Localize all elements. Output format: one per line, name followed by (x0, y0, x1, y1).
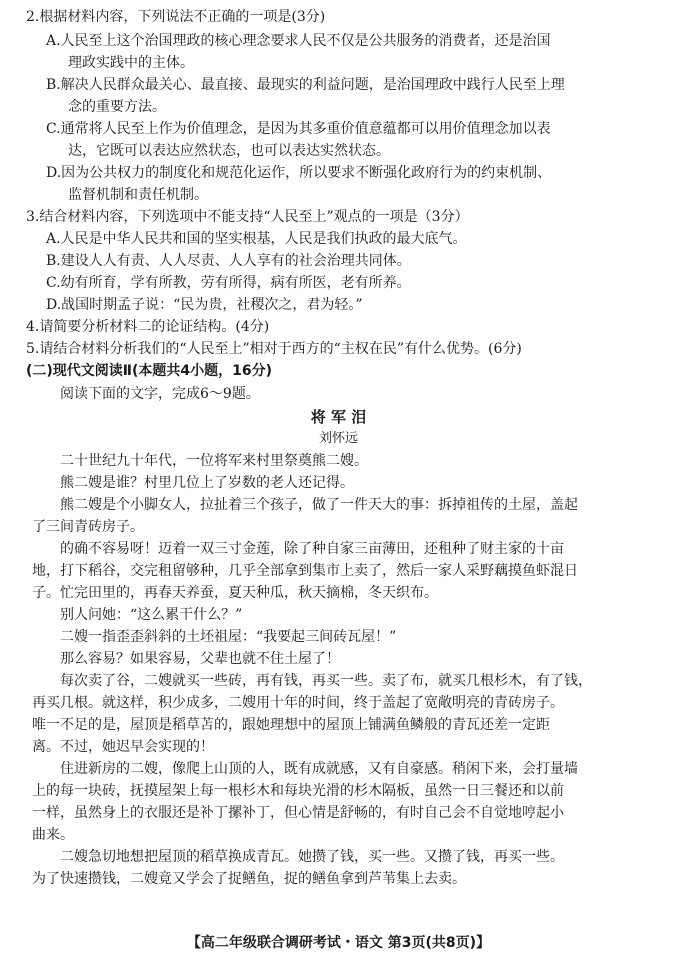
question-2-option-d-cont: 监督机制和责任机制。 (68, 187, 208, 203)
question-2-option-c: C.通常将人民至上作为价值理念，是因为其多重价值意蕴都可以用价值理念加以表 (46, 121, 551, 137)
question-2-option-a-cont: 理政实践中的主体。 (68, 55, 194, 71)
story-paragraph: 那么容易？如果容易，父辈也就不住土屋了！ (60, 651, 340, 667)
question-3-stem: 3.结合材料内容，下列选项中不能支持“人民至上”观点的一项是（3分） (26, 209, 469, 225)
story-title: 将 军 泪 (310, 408, 367, 426)
question-2-stem: 2.根据材料内容，下列说法不正确的一项是(3分) (26, 9, 326, 25)
question-2-option-a: A.人民至上这个治国理政的核心理念要求人民不仅是公共服务的消费者，还是治国 (46, 33, 551, 49)
question-3-option-c: C.幼有所育，学有所教，劳有所得，病有所医，老有所养。 (46, 275, 411, 291)
story-paragraph: 每次卖了谷，二嫂就买一些砖，再有钱，再买一些。卖了布，就买几根杉木，有了钱， (60, 673, 592, 689)
story-paragraph-cont: 了三间青砖房子。 (32, 519, 144, 535)
story-paragraph: 二十世纪九十年代，一位将军来村里祭奠熊二嫂。 (60, 453, 368, 469)
question-3-option-d: D.战国时期孟子说：“民为贵，社稷次之，君为轻。” (46, 297, 363, 313)
question-4-stem: 4.请简要分析材料二的论证结构。(4分) (26, 319, 270, 335)
section-heading: (二)现代文阅读Ⅱ(本题共4小题，16分) (26, 363, 273, 379)
story-paragraph: 二嫂急切地想把屋顶的稻草换成青瓦。她攒了钱，买一些。又攒了钱，再买一些。 (60, 849, 564, 865)
question-2-option-d: D.因为公共权力的制度化和规范化运作，所以要求不断强化政府行为的约束机制、 (46, 165, 552, 181)
question-3-option-a: A.人民是中华人民共和国的坚实根基，人民是我们执政的最大底气。 (46, 231, 467, 247)
story-paragraph-cont: 上的每一块砖，抚摸屋架上每一根杉木和每块光滑的杉木隔板，虽然一日三餐还和以前 (32, 783, 564, 799)
reading-instruction: 阅读下面的文字，完成6～9题。 (60, 386, 260, 402)
story-paragraph-cont: 再买几根。就这样，积少成多，二嫂用十年的时间，终于盖起了宽敞明亮的青砖房子。 (32, 695, 564, 711)
story-paragraph-cont: 为了快速攒钱，二嫂竟又学会了捉鳝鱼，捉的鳝鱼拿到芦苇集上去卖。 (32, 871, 466, 887)
story-paragraph: 熊二嫂是谁？村里几位上了岁数的老人还记得。 (60, 475, 354, 491)
story-paragraph-cont: 离。不过，她迟早会实现的！ (32, 739, 214, 755)
story-paragraph: 别人问她：“这么累干什么？” (60, 607, 243, 623)
story-paragraph: 二嫂一指歪歪斜斜的土坯祖屋：“我要起三间砖瓦屋！” (60, 629, 397, 645)
story-paragraph-cont: 唯一不足的是，屋顶是稻草苫的，跟她理想中的屋顶上铺满鱼鳞般的青瓦还差一定距 (32, 717, 550, 733)
story-paragraph: 住进新房的二嫂，像爬上山顶的人，既有成就感，又有自豪感。稍闲下来，会打量墙 (60, 761, 578, 777)
question-2-option-b: B.解决人民群众最关心、最直接、最现实的利益问题，是治国理政中践行人民至上理 (46, 77, 565, 93)
question-2-option-c-cont: 达，它既可以表达应然状态，也可以表达实然状态。 (68, 143, 390, 159)
story-paragraph-cont: 曲来。 (32, 827, 74, 843)
story-paragraph-cont: 一样，虽然身上的衣服还是补丁摞补丁，但心情是舒畅的，有时自己会不自觉地哼起小 (32, 805, 564, 821)
question-3-option-b: B.建设人人有责、人人尽责、人人享有的社会治理共同体。 (46, 253, 411, 269)
question-2-option-b-cont: 念的重要方法。 (68, 99, 166, 115)
story-paragraph-cont: 子。忙完田里的，再春天养蚕，夏天种瓜，秋天摘棉，冬天织布。 (32, 585, 438, 601)
question-5-stem: 5.请结合材料分析我们的“人民至上”相对于西方的“主权在民”有什么优势。(6分) (26, 341, 522, 357)
story-paragraph: 的确不容易呀！迈着一双三寸金莲，除了种自家三亩薄田，还租种了财主家的十亩 (60, 541, 564, 557)
story-author: 刘怀远 (318, 431, 358, 446)
story-paragraph: 熊二嫂是个小脚女人，拉扯着三个孩子，做了一件天大的事：拆掉祖传的土屋，盖起 (60, 497, 578, 513)
story-paragraph-cont: 地，打下稻谷，交完租留够种，几乎全部拿到集市上卖了，然后一家人采野藕摸鱼虾混日 (32, 563, 578, 579)
page-footer: 【高二年级联合调研考试・语文 第3页(共8页)】 (186, 935, 491, 951)
